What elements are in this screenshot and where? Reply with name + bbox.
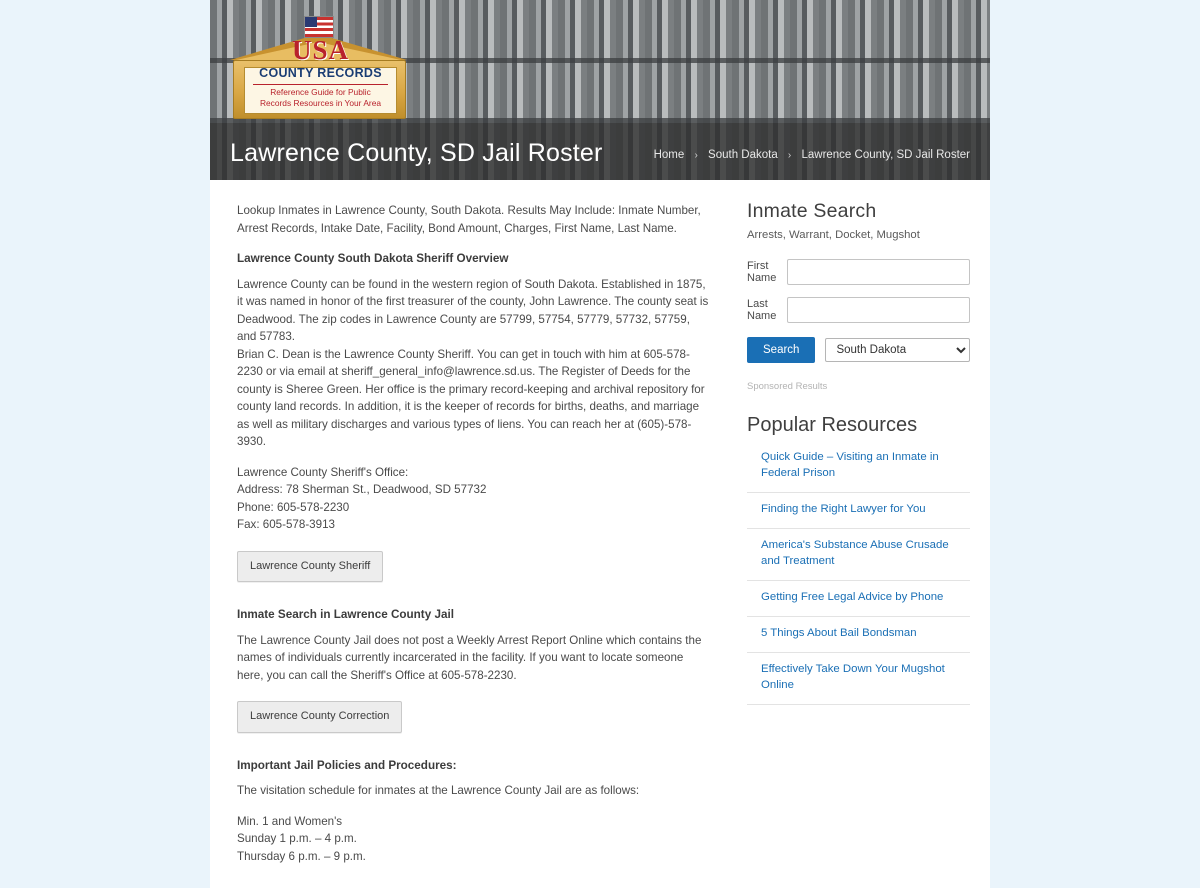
page-title: Lawrence County, SD Jail Roster (230, 139, 603, 167)
lawrence-county-correction-button[interactable]: Lawrence County Correction (237, 701, 402, 733)
popular-resources-list (747, 449, 970, 705)
hero-banner (210, 0, 990, 180)
last-name-input[interactable] (787, 297, 970, 323)
breadcrumb-separator-icon: › (787, 150, 792, 161)
resource-link[interactable]: America's Substance Abuse Crusade and Treatment (761, 539, 949, 567)
schedule-line-1: Min. 1 and Women's (237, 814, 343, 828)
logo-subtitle: COUNTY RECORDS (259, 66, 382, 80)
office-address: Address: 78 Sherman St., Deadwood, SD 57732 (237, 483, 487, 496)
logo-inner-panel (244, 35, 397, 114)
office-phone: Phone: 605-578-2230 (237, 500, 350, 514)
breadcrumb-item-south-dakota[interactable]: South Dakota (708, 149, 778, 161)
schedule-line-2: Sunday 1 p.m. – 4 p.m. (237, 832, 357, 845)
content-area (210, 180, 990, 888)
heading-jail-policies: Important Jail Policies and Procedures: (237, 758, 457, 772)
site-logo[interactable] (230, 16, 407, 119)
breadcrumb-item-current: Lawrence County, SD Jail Roster (801, 149, 970, 161)
lawrence-county-sheriff-button[interactable]: Lawrence County Sheriff (237, 551, 383, 583)
list-item (747, 449, 970, 493)
resource-link[interactable]: Quick Guide – Visiting an Inmate in Federal Prison (761, 451, 939, 479)
sidebar (735, 180, 990, 888)
visitation-schedule (237, 813, 710, 866)
list-item (747, 501, 970, 529)
office-label: Lawrence County Sheriff's Office: (237, 465, 409, 479)
logo-tagline-line1: Reference Guide for Public (270, 87, 371, 97)
logo-plaque (233, 35, 406, 119)
last-name-label: Last Name (747, 298, 777, 322)
resource-link[interactable]: Finding the Right Lawyer for You (761, 503, 926, 515)
inmate-search-subtitle: Arrests, Warrant, Docket, Mugshot (747, 229, 920, 241)
policies-paragraph: The visitation schedule for inmates at the Lawrence County Jail are as follows: (237, 784, 640, 797)
first-name-row (747, 259, 970, 285)
overview-paragraph-2: Brian C. Dean is the Lawrence County Sheriff. You can get in touch with him at 605-578-2230 or via email at sheriff_general_info@lawrence.sd.us. The Register of Deeds for the county is Sheree Green. Her office is the primary record-keeping and archival repository for county land records. In addition, it is the keeper of records for births, deaths, and marriage as well as military discharges and various types of liens. You can reach her at (605)-578-3930. (237, 347, 705, 448)
sponsored-results-label: Sponsored Results (747, 381, 828, 392)
breadcrumb (654, 149, 970, 161)
resource-link[interactable]: 5 Things About Bail Bondsman (761, 627, 917, 639)
resource-link[interactable]: Getting Free Legal Advice by Phone (761, 591, 944, 603)
breadcrumb-item-home[interactable]: Home (653, 149, 685, 161)
resource-link[interactable]: Effectively Take Down Your Mugshot Online (761, 663, 945, 691)
page-container (210, 0, 990, 888)
office-contact-block (237, 464, 710, 534)
search-button[interactable]: Search (747, 337, 815, 363)
logo-divider (253, 84, 388, 85)
search-controls-row (747, 337, 970, 363)
article-body (210, 180, 735, 888)
inmate-search-title: Inmate Search (747, 200, 877, 222)
list-item (747, 589, 970, 617)
list-item (747, 537, 970, 581)
heading-inmate-search: Inmate Search in Lawrence County Jail (237, 608, 454, 621)
first-name-input[interactable] (787, 259, 970, 285)
state-select[interactable] (825, 338, 970, 362)
overview-paragraph-1: Lawrence County can be found in the western region of South Dakota. Established in 1875, it was named in honor of the first treasurer of the county, John Lawrence. The county seat is Deadwood. The zip codes in Lawrence County are 57799, 57754, 57779, 57732, 57759, and 57783. (237, 277, 709, 343)
intro-paragraph: Lookup Inmates in Lawrence County, South Dakota. Results May Include: Inmate Number, Arrest Records, Intake Date, Facility, Bond Amount, Charges, First Name, Last Name. (237, 204, 701, 235)
schedule-line-3: Thursday 6 p.m. – 9 p.m. (237, 849, 366, 863)
inmate-search-paragraph: The Lawrence County Jail does not post a Weekly Arrest Report Online which contains the names of individuals currently incarcerated in the facility. If you want to locate someone here, you can call the Sheriff's Office at 605-578-2230. (237, 633, 702, 682)
logo-title: USA (291, 35, 349, 65)
last-name-row (747, 297, 970, 323)
logo-tagline-line2: Records Resources in Your Area (259, 98, 382, 108)
list-item (747, 661, 970, 705)
first-name-label: First Name (747, 260, 777, 284)
breadcrumb-separator-icon: › (694, 150, 698, 161)
logo-tagline (249, 87, 392, 109)
heading-sheriff-overview: Lawrence County South Dakota Sheriff Overview (237, 252, 509, 265)
list-item (747, 625, 970, 653)
office-fax: Fax: 605-578-3913 (237, 518, 335, 531)
popular-resources-title: Popular Resources (747, 414, 918, 436)
